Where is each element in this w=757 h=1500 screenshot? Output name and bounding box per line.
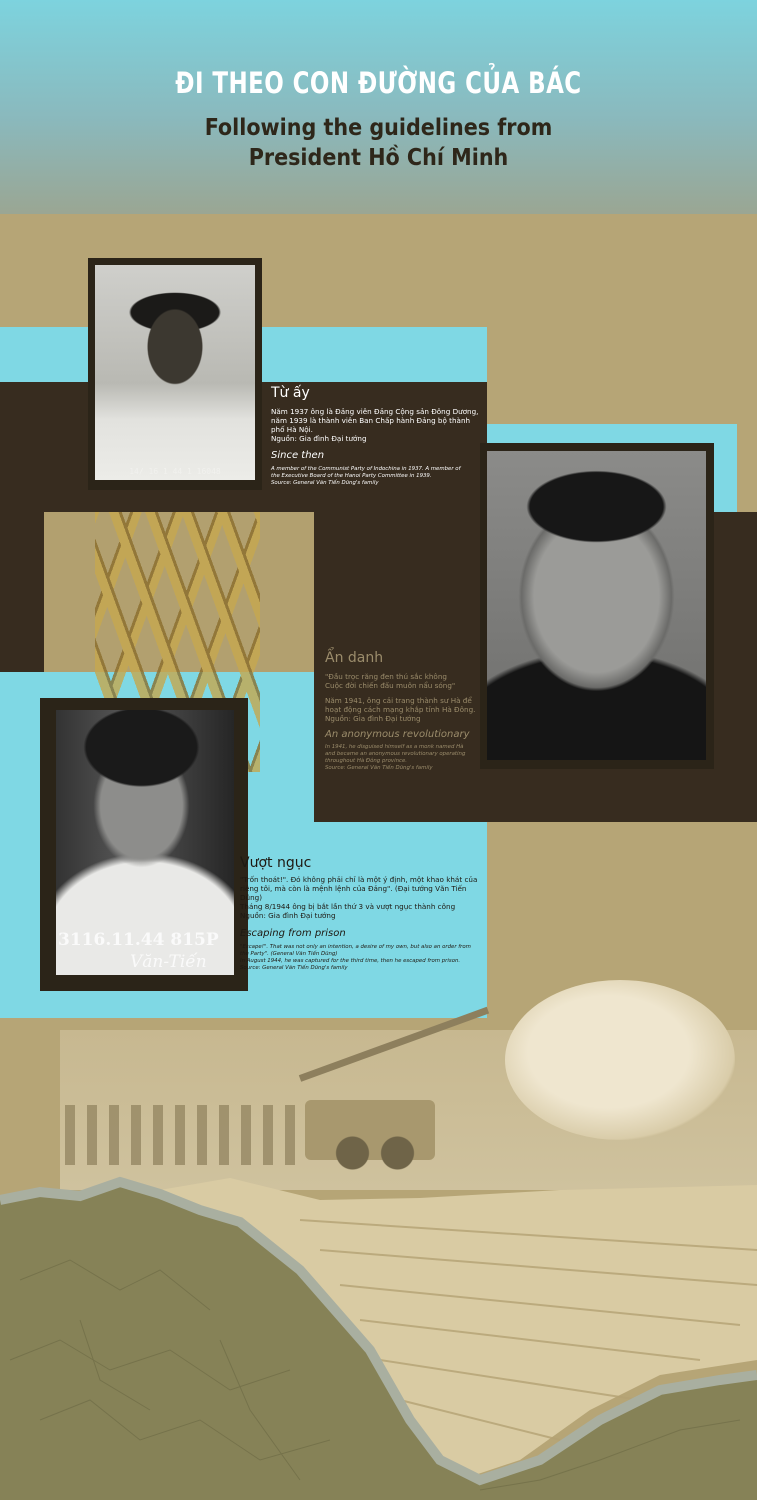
photo3-caption-line2: Văn-Tiến (130, 952, 207, 972)
section3-body-en: "Escape!". That was not only an intention, a desire of my own, but also an order from the Party". (General Văn Tiến Dũng) In August 1944, he was captured for the third time, then he escaped from prison. Source: General Văn Tiến Dũng's family (240, 944, 471, 971)
section2-heading-en: An anonymous revolutionary (325, 729, 470, 740)
photo3-caption-line1: 3116.11.44 815P (58, 930, 219, 950)
section1-body-en: A member of the Communist Party of Indochina in 1937. A member of the Executive Board of the Hanoi Party Committee in 1939. Source: General Văn Tiến Dũng's family (271, 466, 461, 486)
soldiers-silhouettes (65, 1105, 295, 1165)
smoke-cloud (505, 980, 735, 1140)
title-en-line1: Following the guidelines from (204, 115, 553, 141)
section-anonymous (325, 650, 485, 772)
section2-quote-vn: "Đầu trọc răng đen thú sắc không Cuộc đời chiến đấu muôn nẩu sóng" (325, 672, 456, 690)
dark-panel-left-strip (0, 512, 44, 672)
section2-heading-vn: Ẩn danh (325, 650, 384, 666)
photo1-caption: 14/ 16 1 44 1 16048 (129, 467, 221, 476)
header-banner (0, 0, 757, 214)
section2-body-vn: Năm 1941, ông cải trang thành sư Hà để hoạt động cách mạng khắp tỉnh Hà Đông. Nguồn: Gia đình Đại tướng (325, 696, 476, 723)
section3-body-vn: "Trốn thoát!". Đó không phải chỉ là một ý định, một khao khát của riêng tôi, mà còn là mệnh lệnh của Đảng". (Đại tướng Văn Tiến Dũng) Tháng 8/1944 ông bị bắt lần thứ 3 và vượt ngục thành công Nguồn: Gia đình Đại tướng (240, 875, 478, 920)
section1-body-vn: Năm 1937 ông là Đảng viên Đảng Cộng sản Đông Dương, năm 1939 là thành viên Ban Chấp hành Đảng bộ thành phố Hà Nội. Nguồn: Gia đình Đại tướng (271, 407, 479, 443)
portrait-photo-monk-disguise (487, 451, 706, 760)
section-escaping-prison (240, 855, 485, 972)
section3-heading-vn: Vượt ngục (240, 855, 312, 871)
map-landscape (0, 1160, 757, 1500)
section1-heading-en: Since then (271, 450, 325, 461)
page-title-english (0, 113, 757, 173)
section1-heading-vn: Từ ấy (271, 385, 310, 401)
page-title-vietnamese: ĐI THEO CON ĐƯỜNG CỦA BÁC (175, 66, 582, 100)
title-en-line2: President Hồ Chí Minh (248, 145, 509, 171)
portrait-photo-young-man (95, 265, 255, 480)
section-since-then (271, 385, 483, 487)
portrait-photo-prisoner (56, 710, 234, 975)
section2-body-en: In 1941, he disguised himself as a monk named Hà and became an anonymous revolutionary operating throughout Hà Đông province. Source: General Văn Tiến Dũng's family (325, 744, 466, 771)
section3-heading-en: Escaping from prison (240, 928, 346, 939)
